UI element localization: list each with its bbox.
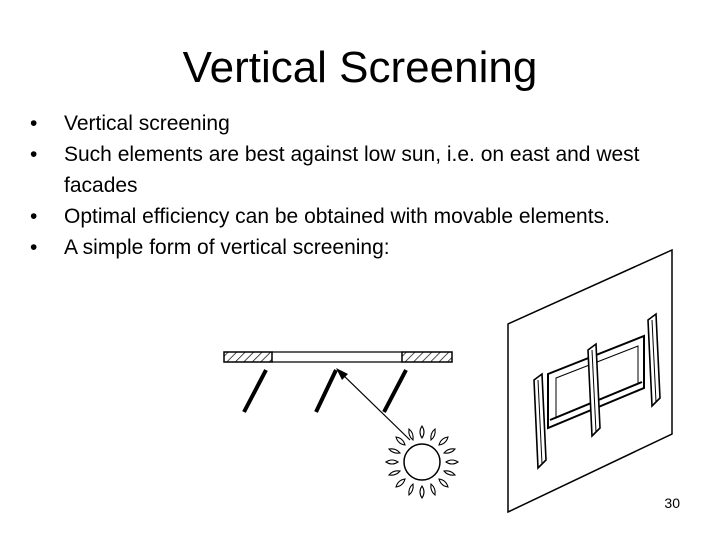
wall-section-left [224,352,272,362]
fin-plan [384,370,406,412]
sun-icon [386,426,458,498]
bullet-symbol: • [30,143,38,166]
plan-view [224,352,458,498]
bullet-item [30,139,690,201]
wall-section-right [402,352,452,362]
page-number: 30 [664,495,680,511]
bullet-symbol: • [30,205,38,228]
bullet-text: Such elements are best against low sun, i.e. on east and west facades [64,143,640,197]
perspective-view [508,250,672,512]
bullet-text: Optimal efficiency can be obtained with movable elements. [64,205,610,228]
bullet-symbol: • [30,236,38,259]
bullet-symbol: • [30,112,38,135]
bullet-item [30,201,690,232]
slide-title: Vertical Screening [182,43,538,92]
bullet-item [30,108,690,139]
bullet-text: Vertical screening [64,112,230,135]
fin-plan [244,370,266,412]
fin-plan [316,370,336,412]
vertical-screening-figure [198,246,688,516]
bullet-list [30,108,690,263]
bullet-text: A simple form of vertical screening: [64,236,390,259]
